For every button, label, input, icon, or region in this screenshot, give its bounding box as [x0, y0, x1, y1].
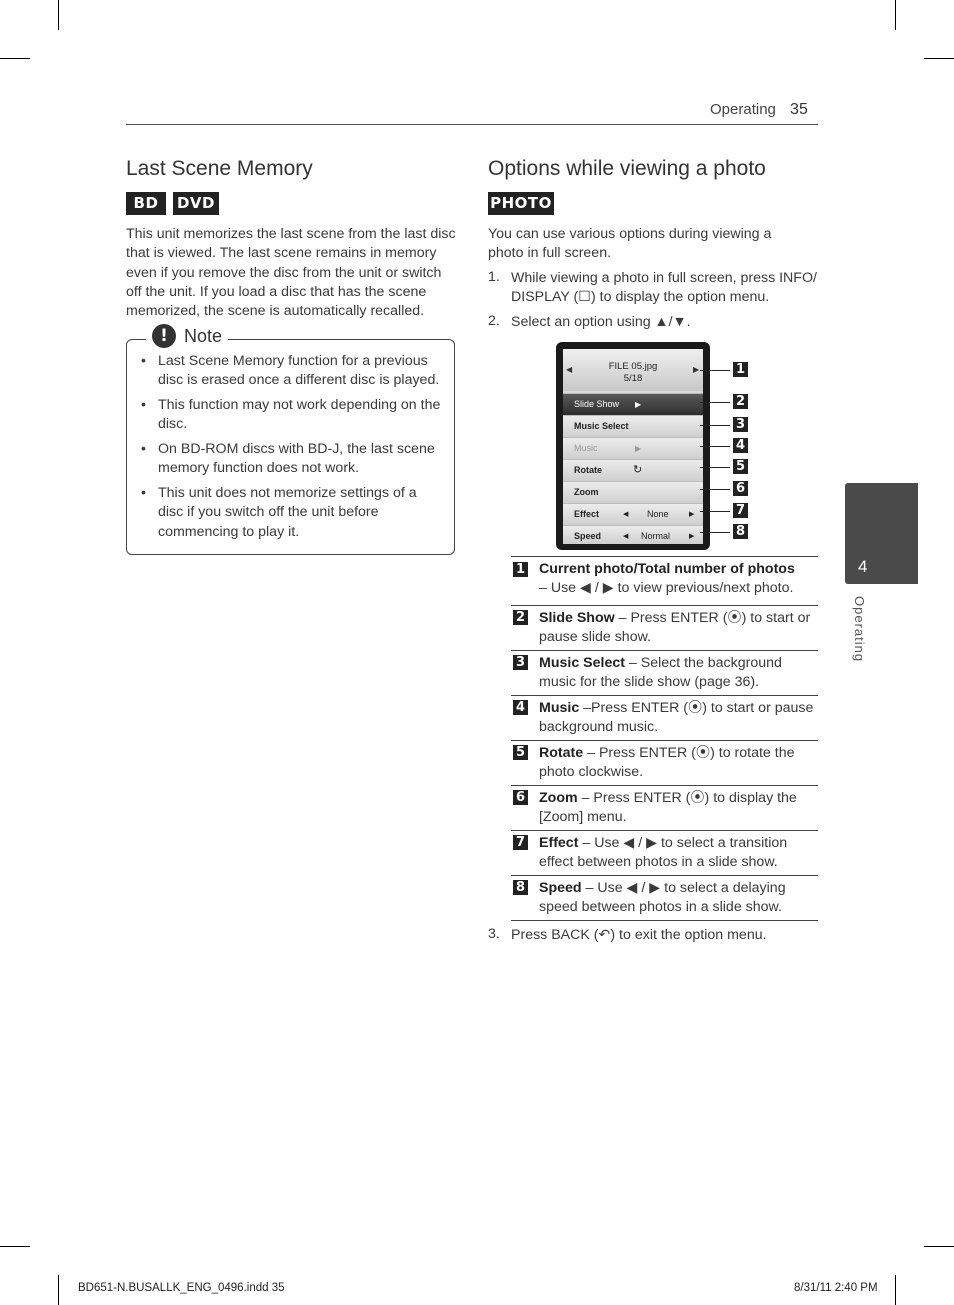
callout-number: 2 [733, 394, 748, 409]
option-number: 1 [513, 562, 528, 577]
badge-dvd: DVD [173, 192, 219, 215]
step-number: 1. [488, 269, 500, 285]
bullet-dot: • [141, 441, 146, 457]
table-rule [511, 556, 818, 557]
crop-mark [58, 1275, 59, 1305]
option-name: Music Select [539, 655, 625, 671]
menu-row-label: Effect [574, 509, 600, 519]
option-desc: – Press ENTER (⦿) to display the [Zoom] menu. [539, 790, 797, 826]
table-rule [511, 920, 818, 921]
menu-row-label: Music [574, 443, 598, 453]
section-title-photo-options: Options while viewing a photo [488, 157, 766, 180]
crop-mark [895, 0, 896, 30]
menu-row-label: Rotate [574, 465, 603, 475]
table-rule [511, 605, 818, 606]
play-icon: ▶ [635, 444, 642, 453]
crop-mark [924, 1246, 954, 1247]
header-rule [126, 124, 818, 125]
text-line: even if you remove the disc from the unit or switch [126, 264, 442, 281]
option-name: Slide Show [539, 610, 615, 626]
running-header [710, 101, 808, 119]
right-arrow-icon: ▶ [689, 533, 695, 540]
menu-title-bar [563, 349, 703, 391]
crop-mark [0, 1246, 30, 1247]
option-name: Current photo/Total number of photos [539, 561, 795, 577]
callout-number: 4 [733, 438, 748, 453]
bullet-text: This function may not work depending on the disc. [158, 397, 441, 433]
text-line: memorized, the scene is automatically recalled. [126, 303, 425, 320]
callout-number: 6 [733, 481, 748, 496]
badge-photo: PHOTO [488, 192, 554, 215]
table-rule [511, 875, 818, 876]
callout-line [700, 489, 730, 490]
chapter-number: 4 [858, 557, 868, 576]
step-text: While viewing a photo in full screen, press INFO/ DISPLAY (☐) to display the option menu. [511, 270, 817, 306]
option-name: Zoom [539, 790, 578, 806]
warning-icon: ! [152, 324, 176, 348]
menu-row-label: Speed [574, 531, 602, 541]
step-text: Press BACK (↶) to exit the option menu. [511, 927, 767, 943]
callout-number: 7 [733, 503, 748, 518]
option-desc: – Press ENTER (⦿) to start or pause slide show. [539, 610, 811, 646]
callout-line [700, 532, 730, 533]
last-scene-intro [126, 225, 461, 321]
step-text: Select an option using ▲/▼. [511, 314, 691, 330]
callout-number: 1 [733, 362, 748, 377]
left-arrow-icon: ◀ [623, 533, 629, 540]
menu-row-value: None [647, 509, 669, 519]
option-description [539, 789, 821, 828]
callout-number: 3 [733, 417, 748, 432]
menu-file-name: FILE 05.jpg [608, 361, 658, 372]
play-icon: ▶ [635, 400, 642, 409]
chapter-tab [845, 483, 918, 584]
callout-line [700, 446, 730, 447]
badge-bd: BD [126, 192, 166, 215]
option-description [539, 560, 821, 599]
bullet-dot: • [141, 485, 146, 501]
section-title-last-scene: Last Scene Memory [126, 157, 313, 180]
option-description [539, 699, 821, 738]
crop-mark [58, 0, 59, 30]
menu-row-slide-show [563, 393, 703, 415]
crop-mark [0, 58, 30, 59]
option-description [539, 744, 821, 783]
option-menu-screenshot [556, 342, 710, 550]
menu-panel [563, 349, 703, 543]
option-description [539, 609, 821, 648]
callout-line [700, 467, 730, 468]
option-description [539, 654, 821, 693]
menu-row-zoom [563, 481, 703, 503]
option-desc: – Use ◀ / ▶ to select a transition effect between photos in a slide show. [539, 835, 788, 871]
option-desc: – Use ◀ / ▶ to select a delaying speed between photos in a slide show. [539, 880, 786, 916]
option-desc: – Use ◀ / ▶ to view previous/next photo. [539, 580, 794, 597]
option-name: Effect [539, 835, 579, 851]
option-desc: – Press ENTER (⦿) to rotate the photo clockwise. [539, 745, 795, 781]
note-title: Note [184, 325, 223, 346]
footer-file: BD651-N.BUSALLK_ENG_0496.indd 35 [78, 1282, 285, 1294]
table-rule [511, 740, 818, 741]
bullet-text: This unit does not memorize settings of a disc if you switch off the unit before commencing to play it. [158, 485, 417, 540]
table-rule [511, 695, 818, 696]
option-number: 8 [513, 880, 528, 895]
option-description [539, 834, 821, 873]
crop-mark [895, 1275, 896, 1305]
photo-intro: You can use various options during viewing a photo in full screen. [488, 226, 772, 262]
bullet-dot: • [141, 353, 146, 369]
menu-row-label: Slide Show [574, 399, 620, 409]
callout-line [700, 511, 730, 512]
bullet-text: On BD-ROM discs with BD-J, the last scene memory function does not work. [158, 441, 435, 477]
option-name: Rotate [539, 745, 584, 761]
option-number: 7 [513, 835, 528, 850]
menu-file-count: 5/18 [623, 373, 643, 384]
table-rule [511, 650, 818, 651]
menu-row-music [563, 437, 703, 459]
chapter-label: Operating [852, 596, 867, 663]
prev-arrow-icon: ◀ [566, 365, 573, 374]
left-arrow-icon: ◀ [623, 511, 629, 518]
text-line: off the unit. If you load a disc that has the scene [126, 283, 427, 300]
table-rule [511, 785, 818, 786]
next-arrow-icon: ▶ [693, 365, 700, 374]
option-name: Speed [539, 880, 582, 896]
text-line: that is viewed. The last scene remains in memory [126, 245, 437, 262]
step-number: 2. [488, 313, 500, 329]
menu-row-effect [563, 503, 703, 525]
menu-row-speed [563, 525, 703, 544]
table-rule [511, 830, 818, 831]
bullet-text: Last Scene Memory function for a previous disc is erased once a different disc is played. [158, 353, 440, 389]
callout-line [700, 402, 730, 403]
option-number: 2 [513, 610, 528, 625]
crop-mark [924, 58, 954, 59]
option-desc: –Press ENTER (⦿) to start or pause background music. [539, 700, 814, 736]
step-number: 3. [488, 926, 500, 942]
text-line: This unit memorizes the last scene from the last disc [126, 226, 456, 242]
right-arrow-icon: ▶ [689, 511, 695, 518]
callout-number: 5 [733, 459, 748, 474]
menu-row-rotate [563, 459, 703, 481]
option-desc: – Select the background music for the slide show (page 36). [539, 655, 782, 691]
rotate-icon: ↻ [633, 464, 643, 476]
option-number: 5 [513, 745, 528, 760]
note-header [146, 324, 228, 348]
option-description [539, 879, 821, 918]
option-number: 6 [513, 790, 528, 805]
option-number: 4 [513, 700, 528, 715]
header-section: Operating [710, 101, 776, 118]
callout-line [700, 425, 730, 426]
option-name: Music [539, 700, 580, 716]
menu-row-label: Zoom [574, 487, 599, 497]
callout-number: 8 [733, 524, 748, 539]
menu-row-label: Music Select [574, 421, 629, 431]
menu-row-music-select [563, 415, 703, 437]
footer-date: 8/31/11 2:40 PM [794, 1282, 878, 1294]
option-number: 3 [513, 655, 528, 670]
bullet-dot: • [141, 397, 146, 413]
page-number: 35 [790, 101, 808, 118]
callout-line [700, 370, 730, 371]
menu-row-value: Normal [641, 531, 671, 541]
